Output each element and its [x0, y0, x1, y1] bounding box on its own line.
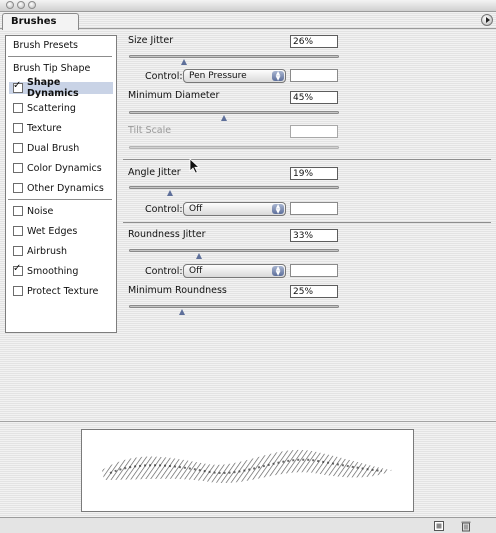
list-item-label: Airbrush [27, 245, 67, 257]
roundness-control-label: Control: [145, 266, 183, 277]
angle-control-label: Control: [145, 204, 183, 215]
list-item-other-dynamics[interactable] [13, 182, 104, 194]
brush-options-list [5, 35, 117, 333]
angle-jitter-field[interactable]: 19% [290, 167, 338, 180]
slider-thumb[interactable] [196, 253, 203, 259]
protect-texture-checkbox[interactable] [13, 286, 23, 296]
dropdown-value: Off [189, 204, 203, 214]
size-jitter-field[interactable]: 26% [290, 35, 338, 48]
smoothing-checkbox[interactable] [13, 266, 23, 276]
mouse-pointer-icon [189, 158, 201, 174]
palette-bottom-bar [0, 517, 496, 533]
list-item-label: Wet Edges [27, 225, 78, 237]
up-down-arrows-icon: ▲ ▼ [272, 71, 284, 81]
roundness-jitter-label: Roundness Jitter [128, 229, 206, 240]
list-item-label: Smoothing [27, 265, 79, 277]
section-divider [0, 421, 496, 422]
other-dynamics-checkbox[interactable] [13, 183, 23, 193]
size-control-dropdown[interactable] [183, 69, 286, 83]
minimum-diameter-label: Minimum Diameter [128, 90, 220, 101]
list-item-protect-texture[interactable] [13, 285, 98, 297]
trash-icon[interactable] [460, 520, 472, 532]
list-item-smoothing[interactable] [13, 265, 78, 277]
new-brush-icon[interactable] [433, 520, 445, 532]
list-item-label: Dual Brush [27, 142, 80, 154]
slider-thumb[interactable] [181, 59, 188, 65]
tilt-scale-field [290, 125, 338, 138]
list-item-label: Other Dynamics [27, 182, 104, 194]
minimum-roundness-label: Minimum Roundness [128, 285, 227, 296]
list-item-noise[interactable] [13, 205, 53, 217]
minimize-window-icon[interactable] [17, 1, 25, 9]
roundness-jitter-slider[interactable] [129, 249, 339, 252]
up-down-arrows-icon: ▲ ▼ [272, 204, 284, 214]
slider-thumb[interactable] [221, 115, 228, 121]
angle-control-dropdown[interactable] [183, 202, 286, 216]
section-divider [123, 222, 491, 223]
list-item-label: Scattering [27, 102, 76, 114]
section-divider [123, 159, 491, 160]
dropdown-value: Off [189, 266, 203, 276]
zoom-window-icon[interactable] [28, 1, 36, 9]
up-down-arrows-icon: ▲ ▼ [272, 266, 284, 276]
size-control-input[interactable] [290, 69, 338, 82]
brush-stroke-preview [81, 429, 414, 512]
list-item-label: Noise [27, 205, 54, 217]
angle-control-input[interactable] [290, 202, 338, 215]
list-item-dual-brush[interactable] [13, 142, 79, 154]
shape-dynamics-checkbox[interactable] [13, 83, 23, 93]
list-item-label: Protect Texture [27, 285, 99, 297]
airbrush-checkbox[interactable] [13, 246, 23, 256]
dropdown-value: Pen Pressure [189, 71, 247, 81]
angle-jitter-slider[interactable] [129, 186, 339, 189]
brush-tip-shape-item[interactable]: Brush Tip Shape [13, 63, 91, 74]
color-dynamics-checkbox[interactable] [13, 163, 23, 173]
list-item-wet-edges[interactable] [13, 225, 77, 237]
texture-checkbox[interactable] [13, 123, 23, 133]
triangle-right-icon[interactable] [481, 14, 493, 26]
list-item-label: Texture [27, 122, 62, 134]
scattering-checkbox[interactable] [13, 103, 23, 113]
slider-thumb[interactable] [167, 190, 174, 196]
minimum-roundness-field[interactable]: 25% [290, 285, 338, 298]
roundness-jitter-field[interactable]: 33% [290, 229, 338, 242]
minimum-roundness-slider[interactable] [129, 305, 339, 308]
minimum-diameter-slider[interactable] [129, 111, 339, 114]
noise-checkbox[interactable] [13, 206, 23, 216]
palette-tab-row [0, 12, 496, 29]
size-control-label: Control: [145, 71, 183, 82]
roundness-control-dropdown[interactable] [183, 264, 286, 278]
slider-thumb[interactable] [179, 309, 186, 315]
tilt-scale-slider [129, 146, 339, 149]
tab-brushes[interactable]: Brushes [2, 13, 79, 30]
angle-jitter-label: Angle Jitter [128, 167, 181, 178]
list-item-label: Shape Dynamics [27, 77, 79, 99]
brush-stroke-preview-graphic [82, 430, 413, 511]
list-divider [8, 199, 112, 200]
wet-edges-checkbox[interactable] [13, 226, 23, 236]
list-item-color-dynamics[interactable] [13, 162, 102, 174]
list-item-shape-dynamics[interactable] [9, 77, 113, 99]
list-item-airbrush[interactable] [13, 245, 67, 257]
tilt-scale-label: Tilt Scale [128, 125, 172, 136]
list-item-label: Color Dynamics [27, 162, 102, 174]
list-item-texture[interactable] [13, 122, 62, 134]
list-divider [8, 56, 112, 57]
size-jitter-label: Size Jitter [128, 35, 174, 46]
roundness-control-input[interactable] [290, 264, 338, 277]
palette-title-bar[interactable] [0, 0, 496, 12]
brush-presets-item[interactable]: Brush Presets [13, 40, 79, 51]
size-jitter-slider[interactable] [129, 55, 339, 58]
list-item-scattering[interactable] [13, 102, 76, 114]
minimum-diameter-field[interactable]: 45% [290, 91, 338, 104]
dual-brush-checkbox[interactable] [13, 143, 23, 153]
close-window-icon[interactable] [6, 1, 14, 9]
